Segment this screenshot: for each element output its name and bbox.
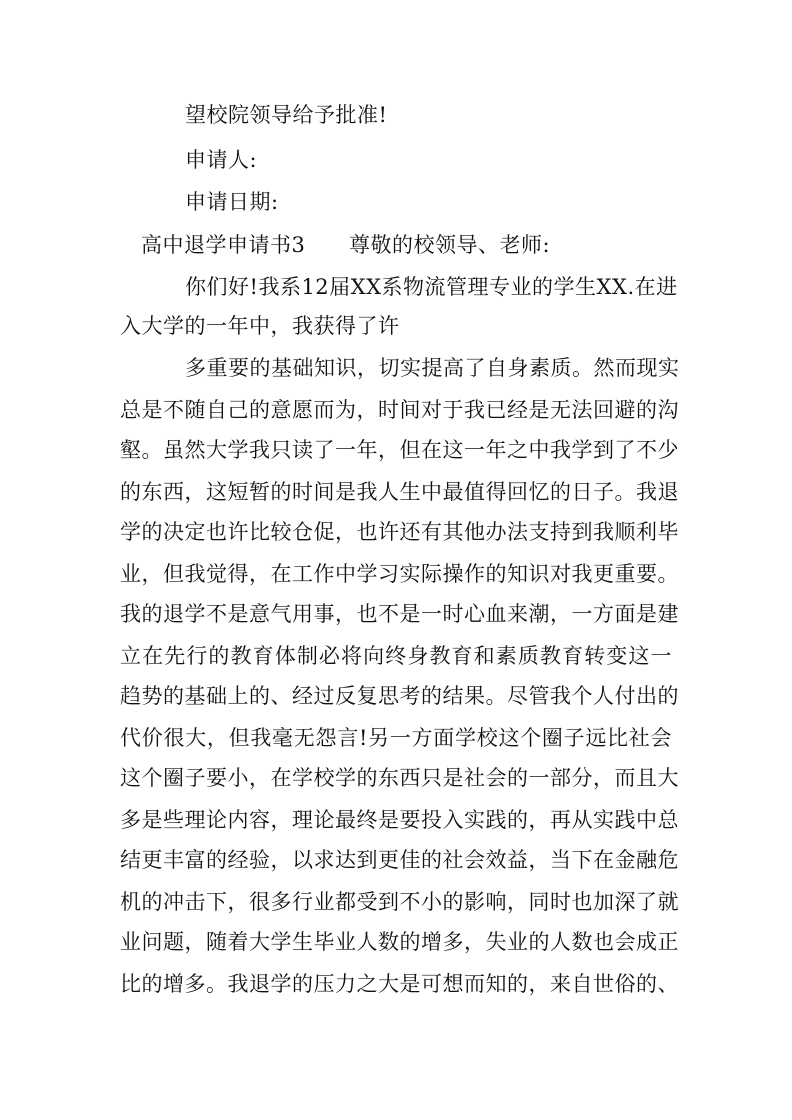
paragraph-line: 总是不随自己的意愿而为，时间对于我已经是无法回避的沟 xyxy=(120,398,679,422)
section-title: 高中退学申请书3 xyxy=(141,233,306,257)
paragraph-line: 多重要的基础知识，切实提高了自身素质。然而现实 xyxy=(185,356,680,380)
paragraph-line: 机的冲击下，很多行业都受到不小的影响，同时也加深了就 xyxy=(120,890,679,914)
paragraph-line: 的东西，这短暂的时间是我人生中最值得回忆的日子。我退 xyxy=(120,480,679,504)
paragraph-line: 我的退学不是意气用事，也不是一时心血来潮，一方面是建 xyxy=(120,602,679,626)
applicant-label: 申请人: xyxy=(185,148,258,172)
paragraph-line: 入大学的一年中，我获得了许 xyxy=(120,314,400,338)
paragraph-line: 立在先行的教育体制必将向终身教育和素质教育转变这一 xyxy=(120,644,672,668)
paragraph-line: 你们好!我系12届XX系物流管理专业的学生XX.在进 xyxy=(185,275,678,299)
closing-line: 望校院领导给予批准! xyxy=(185,103,388,127)
paragraph-line: 结更丰富的经验，以求达到更佳的社会效益，当下在金融危 xyxy=(120,848,679,872)
paragraph-line: 业，但我觉得，在工作中学习实际操作的知识对我更重要。 xyxy=(120,562,679,586)
paragraph-line: 代价很大，但我毫无怨言!另一方面学校这个圈子远比社会 xyxy=(120,726,672,750)
paragraph-line: 业问题，随着大学生毕业人数的增多，失业的人数也会成正 xyxy=(120,930,679,954)
paragraph-line: 多是些理论内容，理论最终是要投入实践的，再从实践中总 xyxy=(120,808,679,832)
salutation: 尊敬的校领导、老师: xyxy=(349,233,551,257)
paragraph-line: 趋势的基础上的、经过反复思考的结果。尽管我个人付出的 xyxy=(120,684,679,708)
paragraph-line: 这个圈子要小，在学校学的东西只是社会的一部分，而且大 xyxy=(120,766,679,790)
paragraph-line: 比的增多。我退学的压力之大是可想而知的，来自世俗的、 xyxy=(120,972,679,996)
paragraph-line: 壑。虽然大学我只读了一年，但在这一年之中我学到了不少 xyxy=(120,438,679,462)
application-date-label: 申请日期: xyxy=(185,190,279,214)
paragraph-line: 学的决定也许比较仓促，也许还有其他办法支持到我顺利毕 xyxy=(120,520,679,544)
